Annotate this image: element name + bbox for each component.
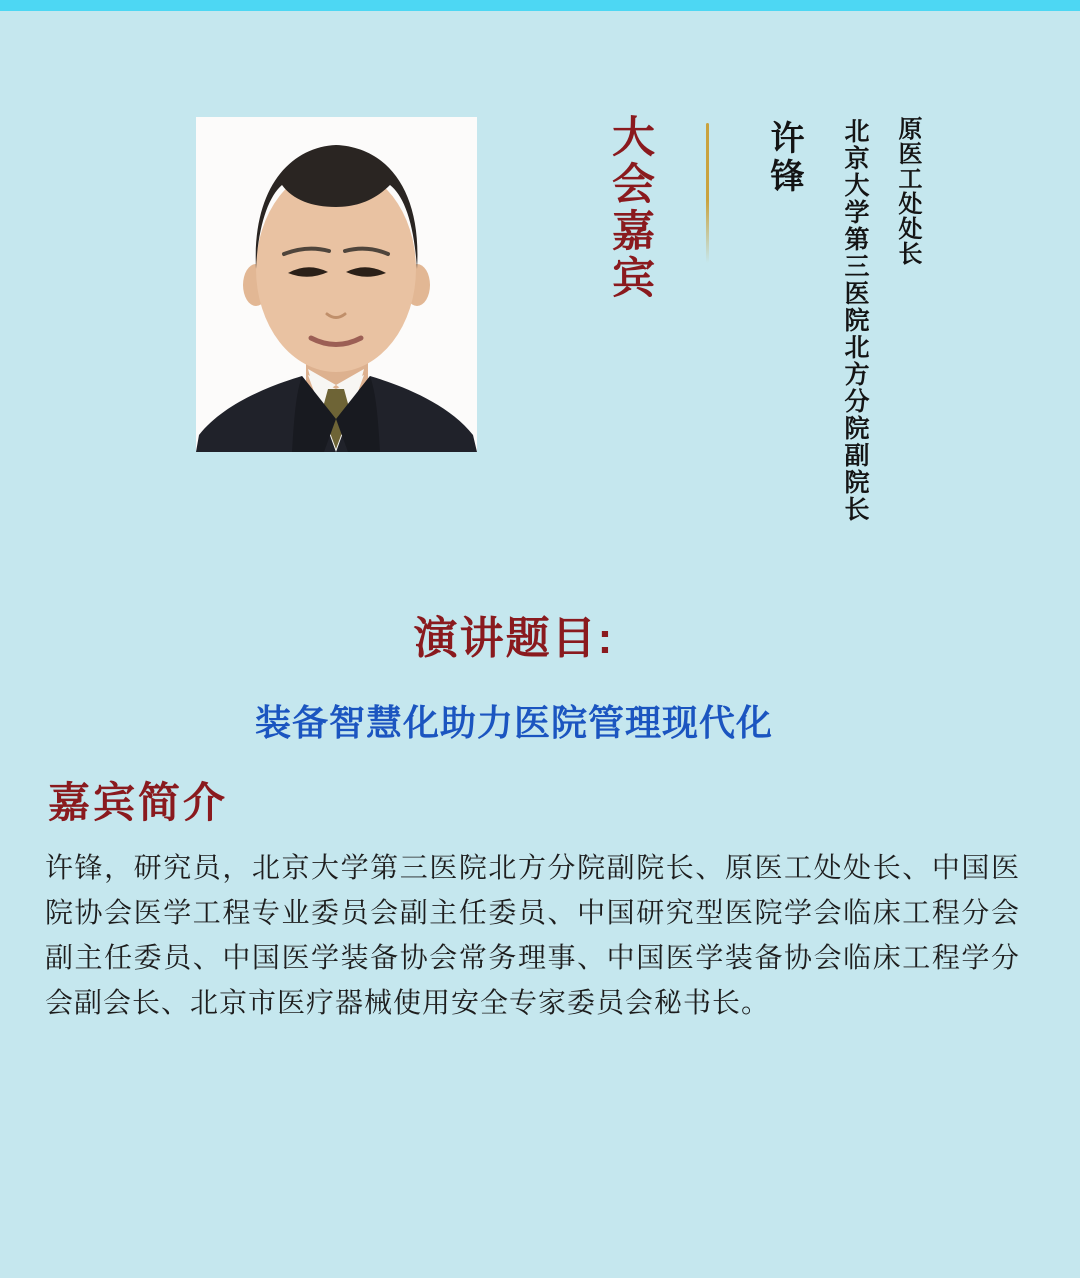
- speech-topic-section: [0, 602, 1028, 746]
- speaker-title-secondary: 原医工处处长: [894, 116, 921, 266]
- gold-divider-line: [706, 123, 709, 263]
- bio-heading: 嘉宾简介: [48, 779, 229, 826]
- speech-topic-title: 装备智慧化助力医院管理现代化: [254, 702, 773, 743]
- conference-guest-badge: 大会嘉宾: [606, 114, 654, 302]
- speech-topic-label: 演讲题目:: [413, 614, 615, 663]
- bio-text: 许锋，研究员，北京大学第三医院北方分院副院长、原医工处处长、中国医院协会医学工程专业委员会副主任委员、中国研究型医院学会临床工程分会副主任委员、中国医学装备协会常务理事、中国医学装备协会临床工程学分会副会长、北京市医疗器械使用安全专家委员会秘书长。: [45, 852, 1020, 1018]
- speaker-photo: [196, 117, 477, 452]
- top-accent-strip: [0, 0, 1080, 11]
- speaker-name: 许锋: [765, 120, 803, 196]
- speaker-title-primary: 北京大学第三医院北方分院副院长: [841, 118, 869, 523]
- speaker-portrait-illustration: [196, 117, 477, 452]
